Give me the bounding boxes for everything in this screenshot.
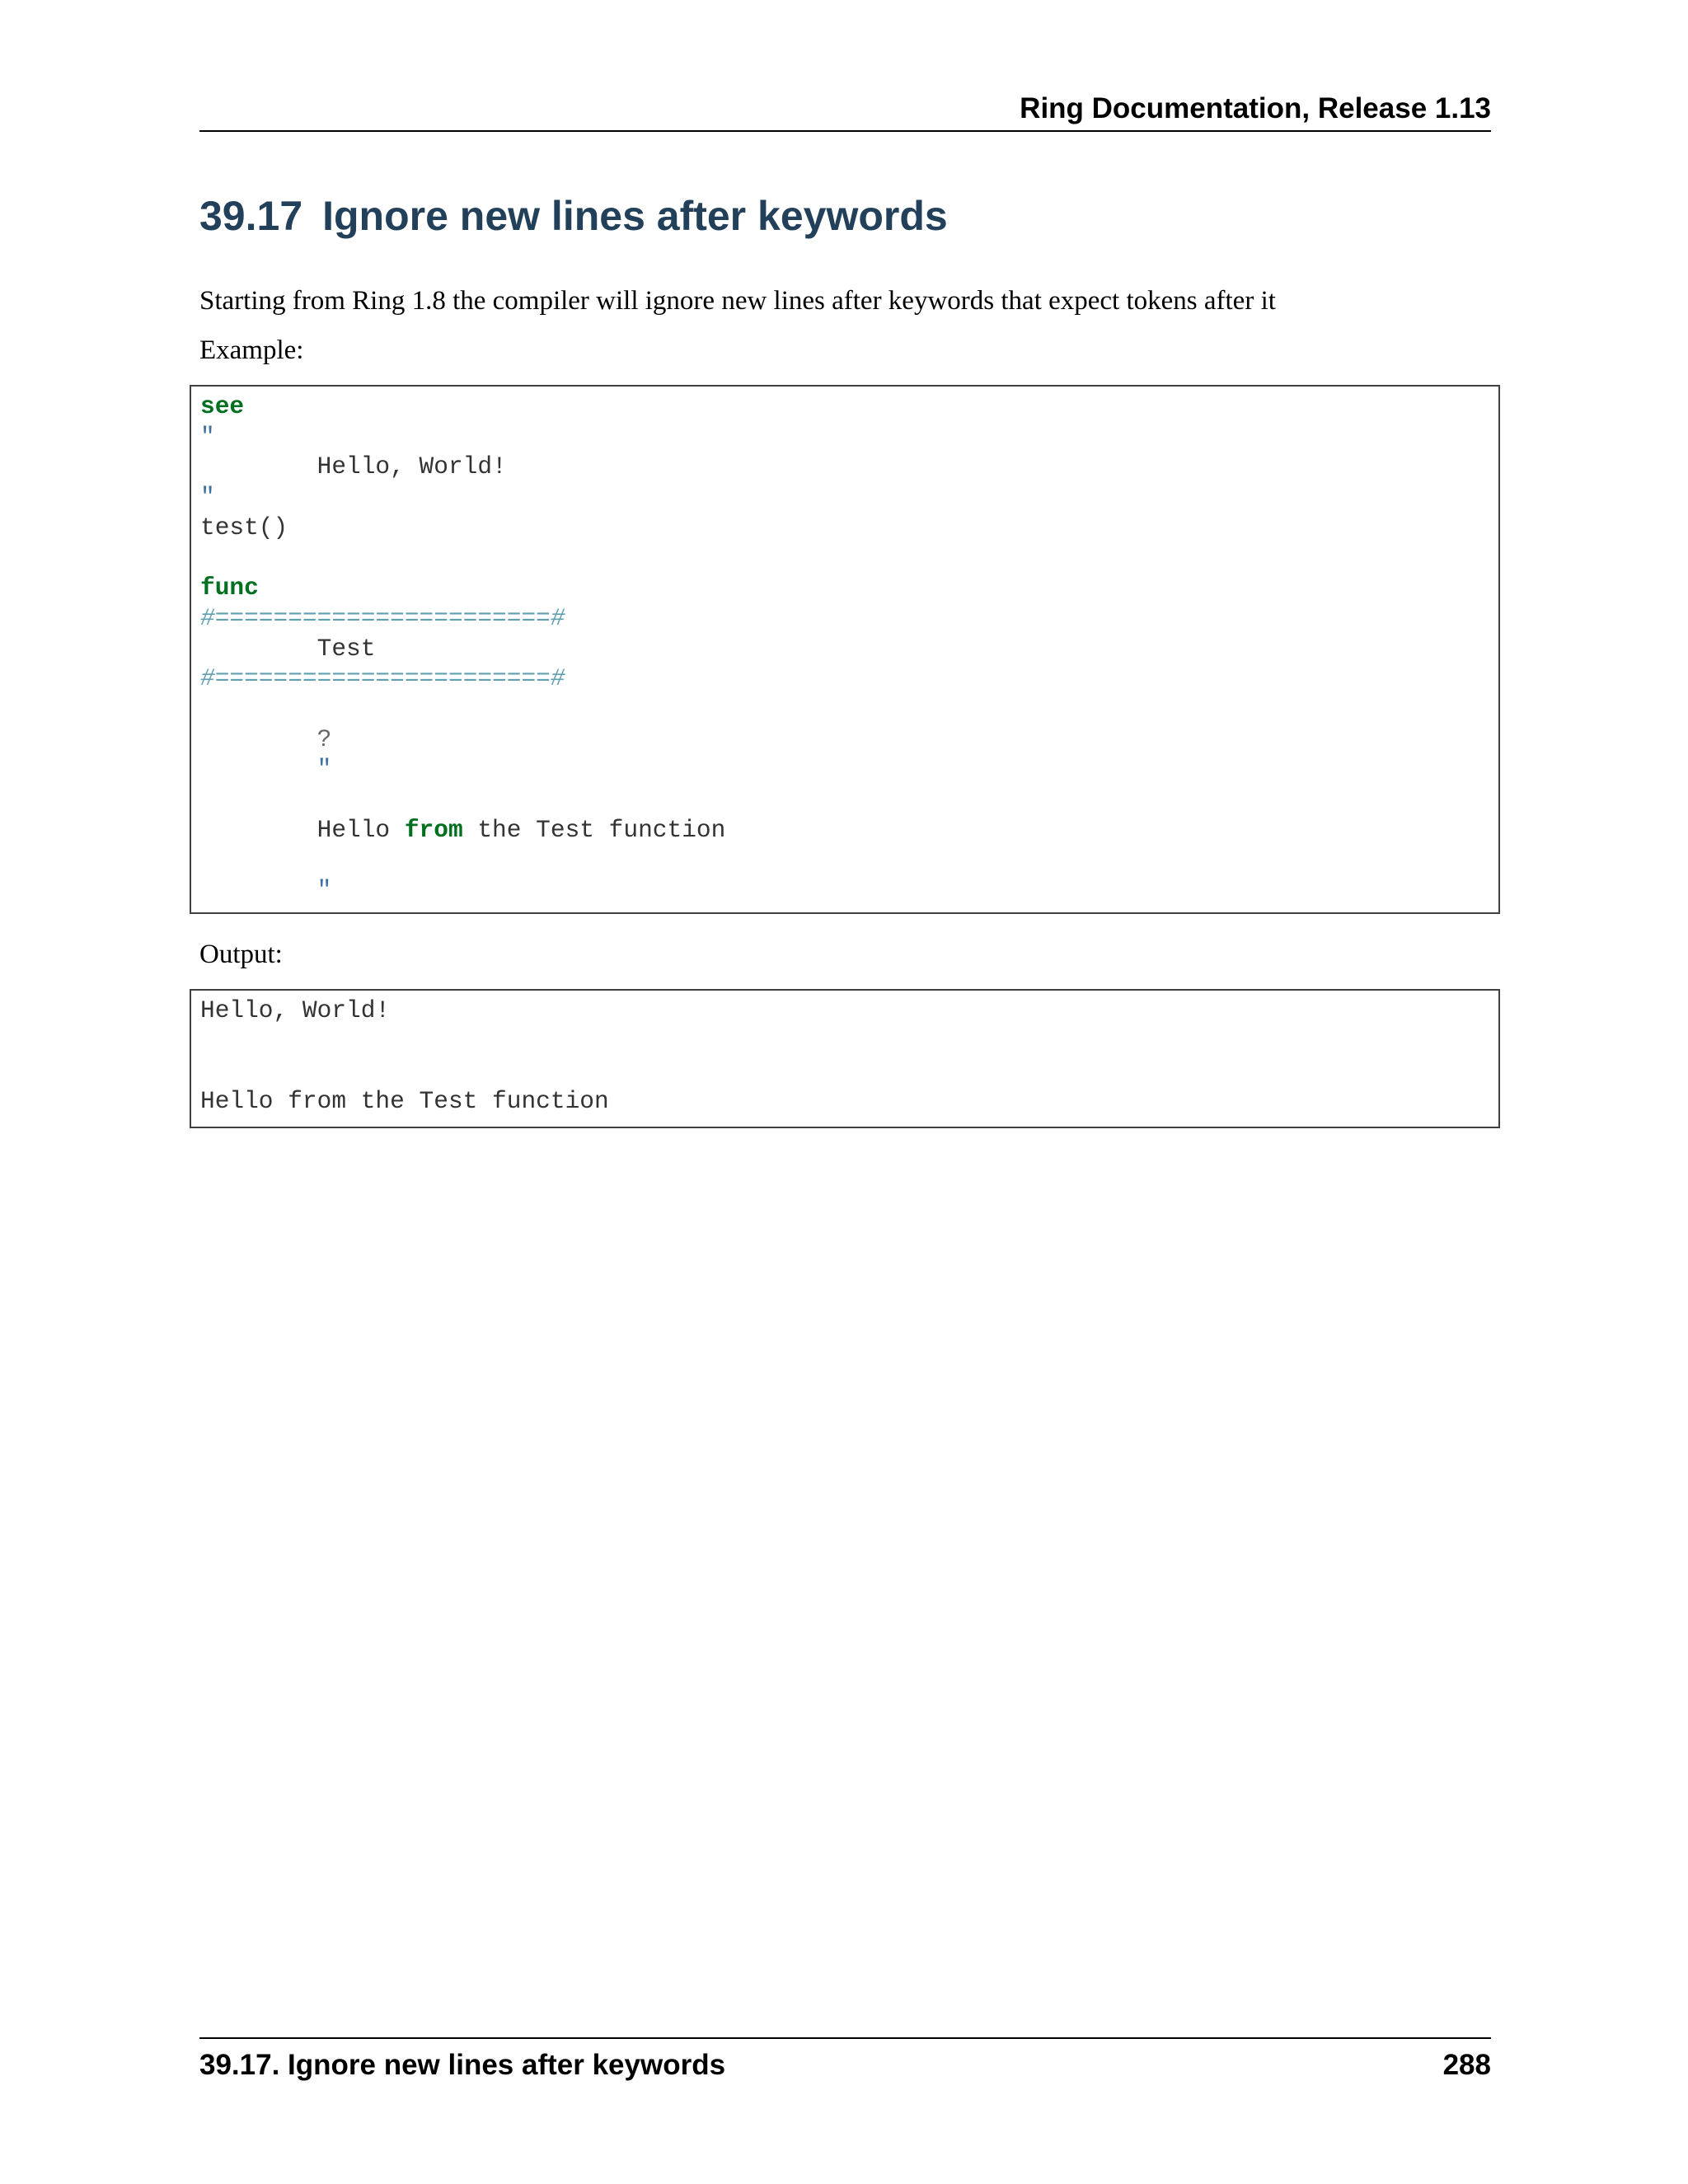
section-number: 39.17 [199, 193, 303, 239]
code-string-quote: " [316, 755, 332, 784]
code-keyword-func: func [200, 574, 259, 602]
output-line: Hello, World! [200, 996, 391, 1024]
document-title: Ring Documentation, Release 1.13 [1020, 92, 1491, 124]
intro-paragraph: Starting from Ring 1.8 the compiler will ignore new lines after keywords that expect tokens after it [199, 286, 1276, 316]
footer-section-title: 39.17. Ignore new lines after keywords [199, 2049, 726, 2081]
code-comment-rule: #=======================# [200, 603, 565, 632]
code-function-call: test() [200, 513, 288, 541]
code-text-rest: the Test function [462, 815, 726, 844]
output-label: Output: [199, 940, 283, 969]
output-code [200, 996, 609, 1116]
example-code [200, 391, 725, 906]
code-keyword-see: see [200, 392, 245, 420]
output-code-block [190, 989, 1500, 1128]
example-code-block [190, 385, 1500, 914]
example-label: Example: [199, 335, 304, 365]
section-heading [199, 191, 948, 241]
code-string-text: Hello, World! [200, 452, 507, 481]
page-footer [199, 2037, 1491, 2088]
code-text-hello: Hello [316, 815, 405, 844]
page-header [199, 91, 1491, 132]
code-keyword-from: from [404, 815, 463, 844]
section-title: Ignore new lines after keywords [322, 193, 948, 239]
code-string-quote: " [316, 876, 332, 905]
code-string-quote: " [200, 422, 215, 451]
code-comment-rule: #=======================# [200, 664, 565, 693]
code-comment-text: Test [200, 634, 376, 663]
code-operator-question: ? [316, 724, 332, 753]
code-string-quote: " [200, 483, 215, 512]
output-line: Hello from the Test function [200, 1086, 609, 1115]
page-number: 288 [1442, 2049, 1491, 2081]
